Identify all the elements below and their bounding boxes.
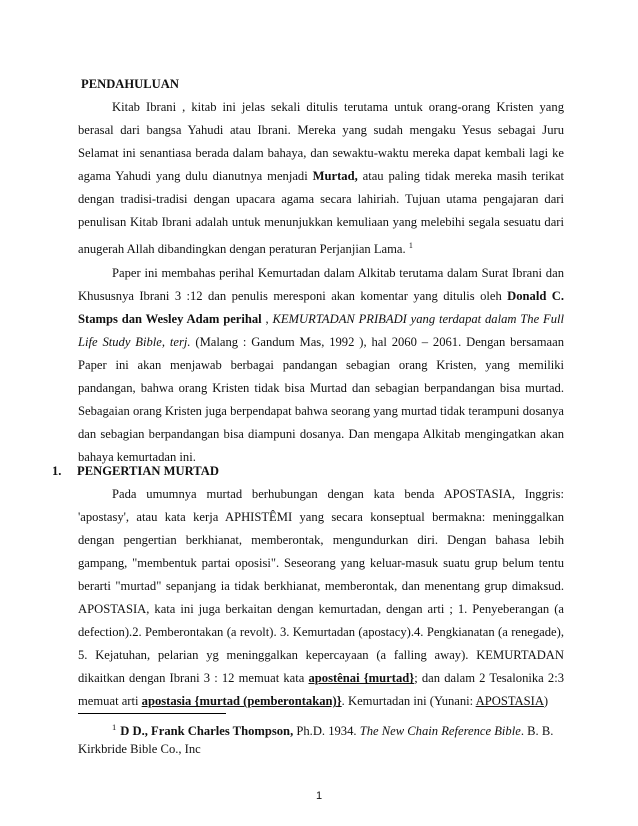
footnote-reference: 1 [408, 241, 413, 251]
footnote-separator [78, 713, 226, 714]
section-1-heading: 1. PENGERTIAN MURTAD [52, 464, 219, 478]
footnote: $^1$ D D., Frank Charles Thompson, Ph.D. 1934. The New Chain Reference Bible. B. B. Kirkbride Bible Co., Inc [78, 722, 554, 757]
intro-paragraph-2: Paper ini membahas perihal Kemurtadan dalam Alkitab terutama dalam Surat Ibrani dan Khususnya Ibrani 3 :12 dan penulis meresponi akan komentar yang ditulis oleh Donald C. Stamps dan Wesley Adam perihal , KEMURTADAN PRIBADI yang terdapat dalam The Full Life Study Bible, terj. (Malang : Gandum Mas, 1992 ), hal 2060 – 2061. Dengan bersamaan Paper ini akan menjawab berbagai pandangan sebagian orang Kristen, yang memiliki pandangan, bahwa orang Kristen tidak bisa Murtad dan sebagian berpandangan bisa murtad. Sebagaian orang Kristen juga berpendapat bahwa seorang yang murtad tidak terampuni dosanya dan sebagian berpandangan bisa diampuni dosanya. Dan mengapa Alkitab mengingatkan akan bahaya kemurtadan ini. [78, 265, 564, 464]
section-1-paragraph-1: Pada umumnya murtad berhubungan dengan kata benda APOSTASIA, Inggris: 'apostasy', atau kata kerja APHISTÊMI yang secara konseptual bermakna: meninggalkan dengan pengertian berkhianat, memberontak, mengundurkan diri. Dengan bahasa lebih gampang, "membentuk partai oposisi". Seseorang yang keluar-masuk suatu grup belum tentu berarti "murtad" sepanjang ia tidak berkhianat, memberontak, dan menentang grup dimaksud. APOSTASIA, kata ini juga berkaitan dengan kemurtadan, dengan arti ; 1. Penyeberangan (a defection).2. Pemberontakan (a revolt). 3. Kemurtadan (apostacy).4. Pengkianatan (a renegade), 5. Kejatuhan, pelarian yg meninggalkan kepercayaan (a falling away). KEMURTADAN dikaitkan dengan Ibrani 3 : 12 memuat kata apostênai {murtad}; dan dalam 2 Tesalonika 2:3 memuat arti apostasia {murtad (pemberontakan)}. Kemurtadan ini (Yunani: APOSTASIA) [78, 487, 564, 709]
intro-heading: PENDAHULUAN [81, 77, 179, 91]
intro-paragraph-1: Kitab Ibrani , kitab ini jelas sekali ditulis terutama untuk orang-orang Kristen yang berasal dari bangsa Yahudi atau Ibrani. Mereka yang sudah mengaku Yesus sebagai Juru Selamat ini senantiasa berada dalam bahaya, dan sewaktu-waktu mereka dapat kembali lagi ke agama Yahudi yang dulu dianutnya menjadi Murtad, atau paling tidak mereka masih terikat dengan tradisi-tradisi dengan upacara agama secara lahiriah. Tujuan utama pengajaran dari penulisan Kitab Ibrani adalah untuk menunjukkan kemuliaan yang melebihi segala sesuatu dari anugerah Allah dibandingkan dengan peraturan Perjanjian Lama. $^1$ [78, 100, 564, 257]
intro-body [78, 96, 564, 469]
section-1-body [78, 483, 564, 713]
page-number: 1 [315, 790, 323, 802]
